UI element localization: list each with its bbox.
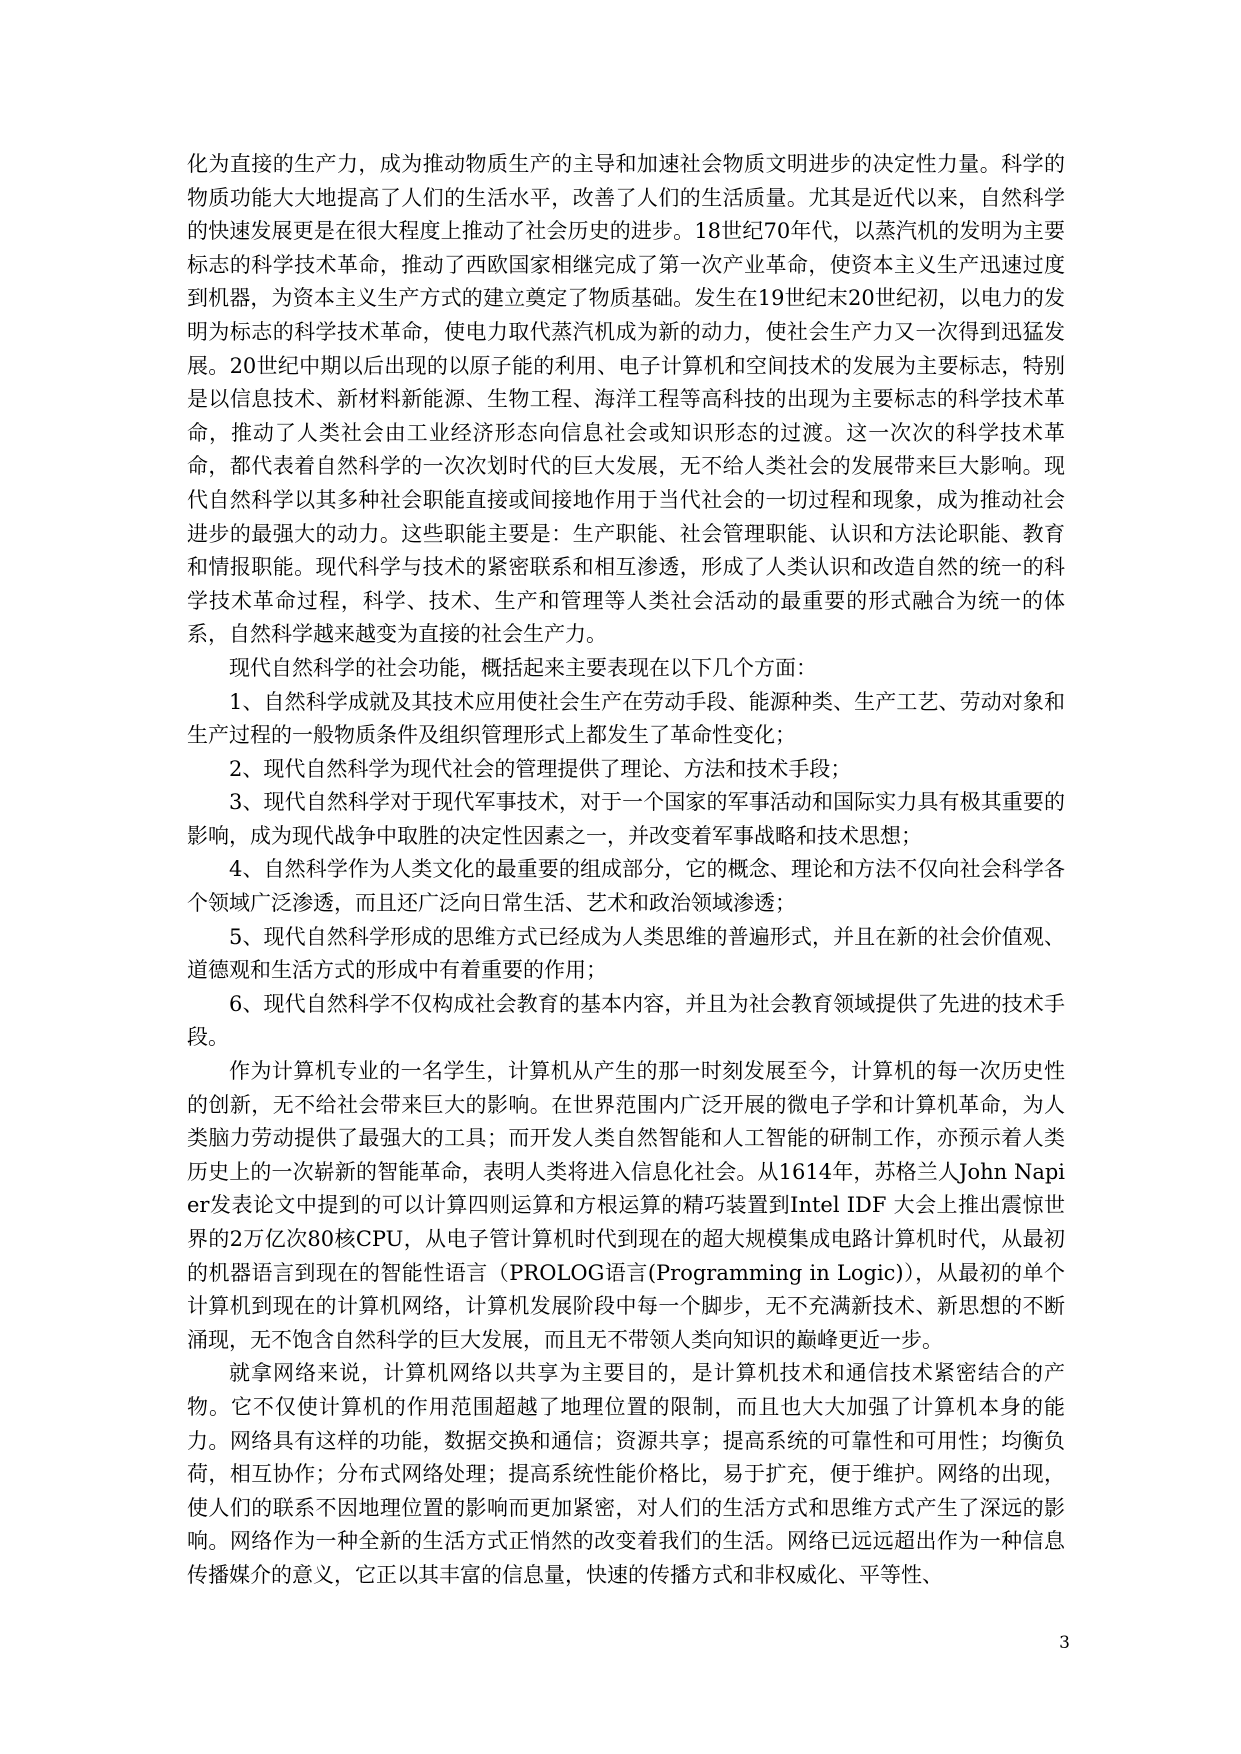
paragraph-social-functions-intro: 现代自然科学的社会功能，概括起来主要表现在以下几个方面： <box>229 655 817 680</box>
list-item-3: 3、现代自然科学对于现代军事技术，对于一个国家的军事活动和国际实力具有极其重要的影响，成为现代战争中取胜的决定性因素之一，并改变着军事战略和技术思想； <box>187 790 1065 848</box>
list-item-6: 6、现代自然科学不仅构成社会教育的基本内容，并且为社会教育领域提供了先进的技术手段。 <box>187 991 1065 1050</box>
list-item-4: 4、自然科学作为人类文化的最重要的组成部分，它的概念、理论和方法不仅向社会科学各个领域广泛渗透，而且还广泛向日常生活、艺术和政治领域渗透； <box>187 857 1065 916</box>
paragraph-continuation: 化为直接的生产力，成为推动物质生产的主导和加速社会物质文明进步的决定性力量。科学的物质功能大大地提高了人们的生活水平，改善了人们的生活质量。尤其是近代以来，自然科学的快速发展更是在很大程度上推动了社会历史的进步。18世纪70年代，以蒸汽机的发明为主要标志的科学技术革命，推动了西欧国家相继完成了第一次产业革命，使资本主义生产迅速过度到机器，为资本主义生产方式的建立奠定了物质基础。发生在19世纪末20世纪初，以电力的发明为标志的科学技术革命，使电力取代蒸汽机成为新的动力，使社会生产力又一次得到迅猛发展。20世纪中期以后出现的以原子能的利用、电子计算机和空间技术的发展为主要标志，特别是以信息技术、新材料新能源、生物工程、海洋工程等高科技的出现为主要标志的科学技术革命，推动了人类社会由工业经济形态向信息社会或知识形态的过渡。这一次次的科学技术革命，都代表着自然科学的一次次划时代的巨大发展，无不给人类社会的发展带来巨大影响。现代自然科学以其多种社会职能直接或间接地作用于当代社会的一切过程和现象，成为推动社会进步的最强大的动力。这些职能主要是：生产职能、社会管理职能、认识和方法论职能、教育和情报职能。现代科学与技术的紧密联系和相互渗透，形成了人类认识和改造自然的统一的科学技术革命过程，科学、技术、生产和管理等人类社会活动的最重要的形式融合为统一的体系，自然科学越来越变为直接的社会生产力。 <box>187 152 1065 647</box>
list-item-1: 1、自然科学成就及其技术应用使社会生产在劳动手段、能源种类、生产工艺、劳动对象和生产过程的一般物质条件及组织管理形式上都发生了革命性变化； <box>187 689 1065 748</box>
page-number: 3 <box>1059 1633 1070 1653</box>
body-text <box>187 148 1065 1593</box>
paragraph-network: 就拿网络来说，计算机网络以共享为主要目的，是计算机技术和通信技术紧密结合的产物。它不仅使计算机的作用范围超越了地理位置的限制，而且也大大加强了计算机本身的能力。网络具有这样的功能，数据交换和通信；资源共享；提高系统的可靠性和可用性；均衡负荷，相互协作；分布式网络处理；提高系统性能价格比，易于扩充，便于维护。网络的出现，使人们的联系不因地理位置的影响而更加紧密，对人们的生活方式和思维方式产生了深远的影响。网络作为一种全新的生活方式正悄然的改变着我们的生活。网络已远远超出作为一种信息传播媒介的意义，它正以其丰富的信息量，快速的传播方式和非权威化、平等性、 <box>187 1361 1065 1587</box>
list-item-2: 2、现代自然科学为现代社会的管理提供了理论、方法和技术手段； <box>229 756 852 781</box>
paragraph-computer-history: 作为计算机专业的一名学生，计算机从产生的那一时刻发展至今，计算机的每一次历史性的创新，无不给社会带来巨大的影响。在世界范围内广泛开展的微电子学和计算机革命，为人类脑力劳动提供了最强大的工具；而开发人类自然智能和人工智能的研制工作，亦预示着人类历史上的一次崭新的智能革命，表明人类将进入信息化社会。从1614年，苏格兰人John Napier发表论文中提到的可以计算四则运算和方根运算的精巧装置到Intel IDF 大会上推出震惊世界的2万亿次80核CPU，从电子管计算机时代到现在的超大规模集成电路计算机时代，从最初的机器语言到现在的智能性语言（PROLOG语言(Programming in Logic)），从最初的单个计算机到现在的计算机网络，计算机发展阶段中每一个脚步，无不充满新技术、新思想的不断涌现，无不饱含自然科学的巨大发展，而且无不带领人类向知识的巅峰更近一步。 <box>187 1059 1065 1352</box>
list-item-5: 5、现代自然科学形成的思维方式已经成为人类思维的普遍形式，并且在新的社会价值观、道德观和生活方式的形成中有着重要的作用； <box>187 924 1065 983</box>
